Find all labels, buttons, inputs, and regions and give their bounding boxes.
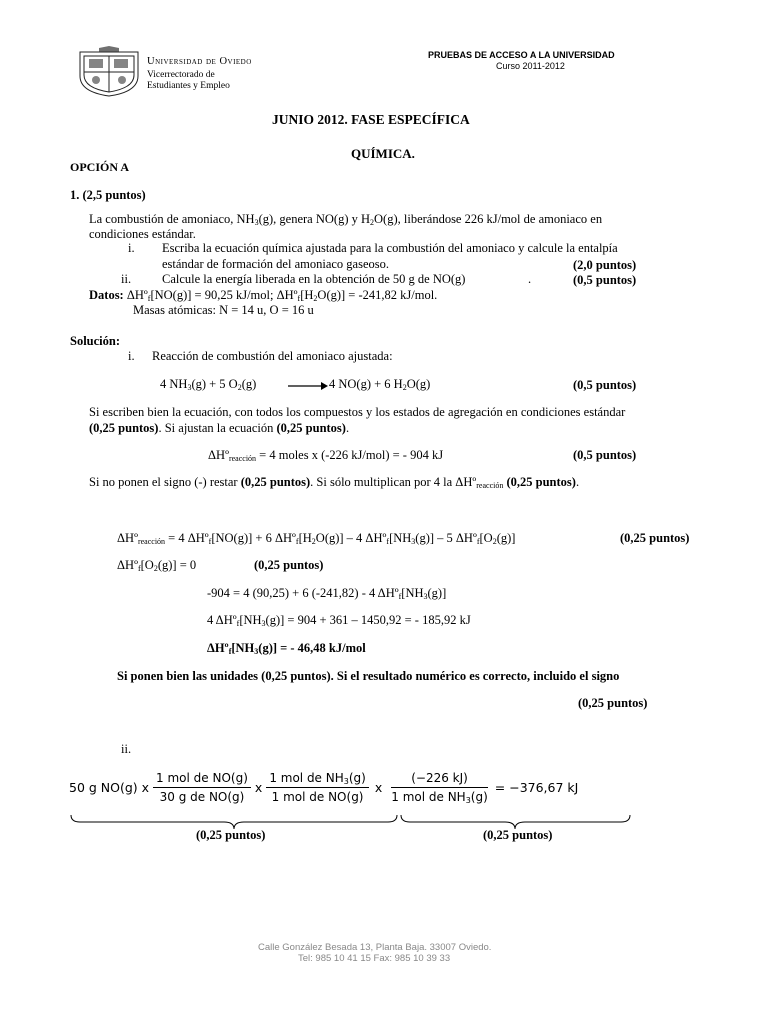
question-number: 1. (2,5 puntos) [70,188,146,202]
question-ii-text: Calcule la energía liberada en la obtención de 50 g de NO(g) [162,272,466,286]
reaction-equation-right: 4 NO(g) + 6 $H_2O(g)$ [329,377,431,392]
exam-title: PRUEBAS DE ACCESO A LA UNIVERSIDAD [428,50,615,60]
hess-law-line: ΔHº$_{reacción}$ = 4 ΔHº$_f$[NO(g)] + 6 $\Delta Hº_f[H_2O(g)] - 4$ $\Delta Hº_f[NH_3(g)] - 5$ $\Delta Hº_f[O_2(g)]$ [117,531,516,546]
question-i-points: (2,0 puntos) [573,258,637,272]
datos-line: Datos: ΔHº$_f$[NO(g)] = 90,25 kJ/mol; $\Delta Hº_f[H_2O(g)] = -241,82$ kJ/mol. [89,288,438,303]
units-points: (0,25 puntos) [578,696,648,710]
option-label: OPCIÓN A [70,160,130,174]
note2-line: Si no ponen el signo (-) restar (0,25 puntos). Si sólo multiplican por 4 la ΔHº$_{reacción}$ (0,25 puntos). [89,475,580,490]
solution-i-label: i. [128,349,135,363]
units-note: Si ponen bien las unidades (0,25 puntos). Si el resultado numérico es correcto, incluido el signo [117,669,620,683]
question-ii-dot: . [528,272,532,286]
footer-address: Calle González Besada 13, Planta Baja. 33007 Oviedo. [258,942,492,953]
vicerrectorado-line1: Vicerrectorado de [147,70,215,80]
subject-title: QUÍMICA. [351,146,415,161]
question-intro-line2: condiciones estándar. [89,227,196,241]
factor-energy: $\frac{(-226 kJ)}{1 mol de NH_3(g)}$ [391,771,488,805]
equation-points: (0,5 puntos) [573,378,637,392]
question-i-text: Escriba la ecuación química ajustada para la combustión del amoniaco y calcule la entalpía [162,241,618,255]
hess-points: (0,25 puntos) [620,531,690,545]
brace-left-points: (0,25 puntos) [196,828,266,842]
enthalpy-points: (0,5 puntos) [573,448,637,462]
factor-nh3-no: $\frac{1 mol de NH_3(g)}{\text{1 mol de NO(g)}}$ [266,771,369,804]
note1-line1: Si escriben bien la ecuación, con todos los compuestos y los estados de agregación en condiciones estándar [89,405,626,419]
calc-line2: 4 $\Delta Hº_f[NH_3(g)] = 904 + 361 - 1450,92$ = - 185,92 kJ [207,613,471,628]
reaction-equation-left: 4 $NH_3(g) + 5$ $O_2(g)$ [160,377,257,392]
reaction-arrow-icon [288,381,328,391]
question-ii-label: ii. [121,272,132,286]
solution-i-heading: Reacción de combustión del amoniaco ajustada: [152,349,393,363]
reaction-enthalpy-line: ΔHº$_{reacción}$ = 4 moles x (-226 kJ/mol) = - 904 kJ [208,448,444,463]
solution-ii-label: ii. [121,742,132,756]
result-line: $\Delta Hº_f[NH_3(g)]$ = - 46,48 kJ/mol [207,641,366,656]
masas-line: Masas atómicas: N = 14 u, O = 16 u [133,303,314,317]
vicerrectorado-line2: Estudiantes y Empleo [147,81,230,91]
question-intro: La combustión de amoniaco, $NH_3(g)$, genera NO(g) y $H_2O(g)$, liberándose 226 kJ/mol de amoniaco en [89,212,603,227]
footer-phone: Tel: 985 10 41 15 Fax: 985 10 39 33 [298,953,451,964]
factor-no-mass: $\frac{\text{1 mol de NO(g)}}{\text{30 g de NO(g)}}$ [153,771,251,804]
question-i-label: i. [128,241,135,255]
exam-course: Curso 2011-2012 [496,61,565,71]
conversion-expression: 50 g NO(g) x $\frac{\text{1 mol de NO(g)}}{\text{30 g de NO(g)}}$ x $\frac{1 mol de NH_3(g)}{\text{1 mol de NO(g)}}$ x $\frac{(-226 kJ)}{1 mol de NH_3(g)}$ = −376,67 kJ [69,771,579,805]
calc-line1: -904 = 4 (90,25) + 6 (-241,82) - 4 $\Delta Hº_f[NH_3(g)]$ [207,586,447,601]
o2-formation-line: $\Delta Hº_f[O_2(g)] = 0$ [117,558,197,573]
question-ii-points: (0,5 puntos) [573,273,637,287]
question-i-text2: estándar de formación del amoniaco gaseoso. [162,257,389,271]
university-seal-logo [74,46,144,98]
o2-points: (0,25 puntos) [254,558,324,572]
note1-line2: (0,25 puntos). Si ajustan la ecuación (0,25 puntos). [89,421,350,435]
brace-right-points: (0,25 puntos) [483,828,553,842]
solution-label: Solución: [70,334,121,348]
university-name: Universidad de Oviedo [147,56,252,67]
page-title: JUNIO 2012. FASE ESPECÍFICA [272,112,470,127]
